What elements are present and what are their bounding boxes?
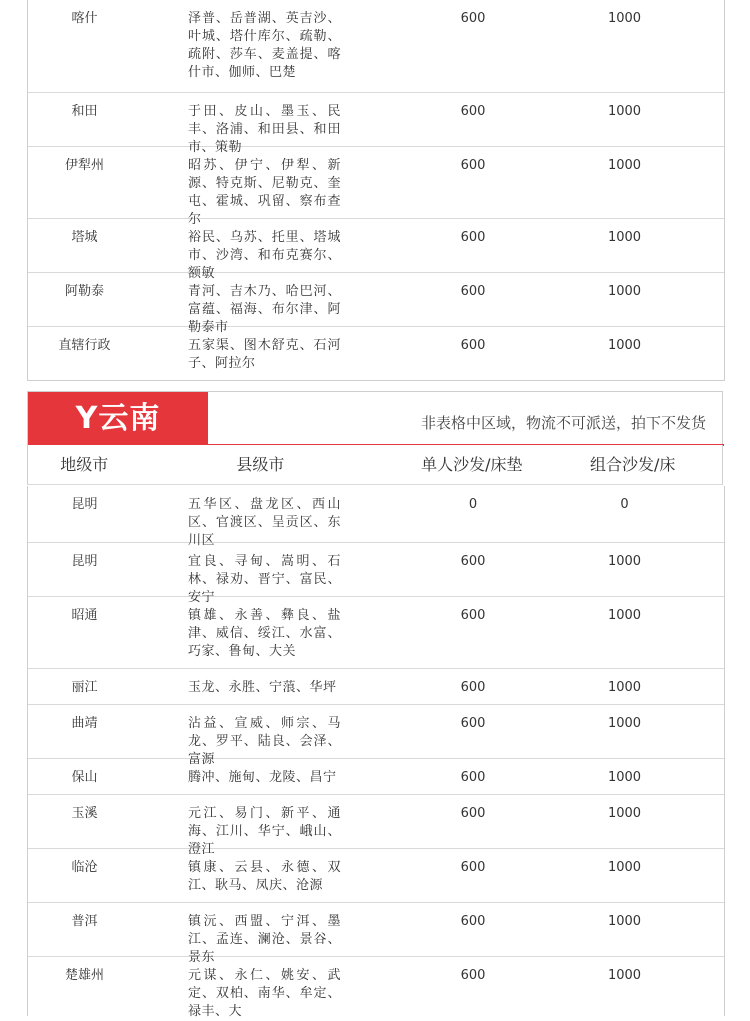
- table-row: [28, 596, 724, 668]
- single-price-cell: 0: [468, 497, 478, 512]
- single-price-cell: 600: [460, 230, 486, 245]
- county-cell: 五家渠、图木舒克、石河子、阿拉尔: [188, 338, 341, 371]
- county-cell: 青河、吉木乃、哈巴河、富蕴、福海、布尔津、阿勒泰市: [188, 284, 341, 335]
- single-price-cell: 600: [460, 716, 486, 731]
- city-cell: 临沧: [71, 860, 98, 875]
- city-cell: 伊犁州: [64, 158, 104, 173]
- table-row: [28, 542, 724, 605]
- table-row: [28, 794, 724, 857]
- single-price-cell: 600: [460, 338, 486, 353]
- combo-price-cell: 1000: [607, 914, 642, 929]
- table-row: [28, 326, 724, 380]
- county-cell: 镇沅、西盟、宁洱、墨江、孟连、澜沧、景谷、景东: [188, 914, 341, 965]
- single-price-cell: 600: [460, 11, 486, 26]
- table-row: [28, 218, 724, 281]
- city-cell: 和田: [71, 104, 98, 119]
- single-price-cell: 600: [460, 284, 486, 299]
- header-combo: 组合沙发/床: [590, 455, 676, 474]
- header-single: 单人沙发/床垫: [421, 455, 523, 474]
- city-cell: 昆明: [71, 497, 98, 512]
- combo-price-cell: 1000: [607, 104, 642, 119]
- city-cell: 保山: [71, 770, 98, 785]
- city-cell: 曲靖: [71, 716, 98, 731]
- combo-price-cell: 1000: [607, 806, 642, 821]
- section-banner: [27, 391, 723, 445]
- county-cell: 昭苏、伊宁、伊犁、新源、特克斯、尼勒克、奎屯、霍城、巩留、察布查尔: [188, 158, 341, 227]
- combo-price-cell: 1000: [607, 554, 642, 569]
- table-row: [28, 146, 724, 227]
- combo-price-cell: 1000: [607, 11, 642, 26]
- table-row: [28, 272, 724, 335]
- city-cell: 普洱: [71, 914, 98, 929]
- combo-price-cell: 1000: [607, 284, 642, 299]
- county-cell: 五华区、盘龙区、西山区、官渡区、呈贡区、东川区: [188, 497, 341, 548]
- combo-price-cell: 1000: [607, 860, 642, 875]
- combo-price-cell: 1000: [607, 770, 642, 785]
- combo-price-cell: 0: [620, 497, 629, 512]
- single-price-cell: 600: [460, 680, 486, 695]
- combo-price-cell: 1000: [607, 338, 642, 353]
- xinjiang-table: [27, 0, 725, 381]
- city-cell: 楚雄州: [64, 968, 104, 983]
- section-title: Y云南: [75, 401, 161, 436]
- table-header: [27, 445, 723, 485]
- table-row: [28, 486, 724, 548]
- city-cell: 直辖行政: [58, 338, 111, 353]
- city-cell: 塔城: [71, 230, 98, 245]
- city-cell: 昭通: [71, 608, 98, 623]
- county-cell: 宜良、寻甸、嵩明、石林、禄劝、晋宁、富民、安宁: [188, 554, 341, 605]
- county-cell: 于田、皮山、墨玉、民丰、洛浦、和田县、和田市、策勒: [188, 104, 341, 155]
- combo-price-cell: 1000: [607, 608, 642, 623]
- city-cell: 阿勒泰: [64, 284, 104, 299]
- single-price-cell: 600: [460, 770, 486, 785]
- table-row: [28, 956, 724, 1019]
- combo-price-cell: 1000: [607, 680, 642, 695]
- city-cell: 丽江: [71, 680, 98, 695]
- single-price-cell: 600: [460, 968, 486, 983]
- city-cell: 昆明: [71, 554, 98, 569]
- county-cell: 裕民、乌苏、托里、塔城市、沙湾、和布克赛尔、额敏: [188, 230, 341, 281]
- single-price-cell: 600: [460, 158, 486, 173]
- single-price-cell: 600: [460, 104, 486, 119]
- combo-price-cell: 1000: [607, 716, 642, 731]
- single-price-cell: 600: [460, 554, 486, 569]
- table-row: [28, 902, 724, 965]
- table-row: [28, 704, 724, 767]
- table-row: [28, 848, 724, 902]
- delivery-note: 非表格中区域，物流不可派送，拍下不发货: [420, 414, 706, 432]
- table-row: [28, 758, 724, 794]
- table-row: [28, 92, 724, 155]
- header-city: 地级市: [60, 455, 109, 474]
- city-cell: 玉溪: [71, 806, 98, 821]
- county-cell: 玉龙、永胜、宁蒗、华坪: [188, 680, 337, 695]
- city-cell: 喀什: [71, 11, 98, 26]
- combo-price-cell: 1000: [607, 158, 642, 173]
- county-cell: 元谋、永仁、姚安、武定、双柏、南华、牟定、禄丰、大: [188, 968, 341, 1019]
- county-cell: 泽普、岳普湖、英吉沙、叶城、塔什库尔、疏勒、疏附、莎车、麦盖提、喀什市、伽师、巴楚: [188, 11, 341, 80]
- table-row: [28, 668, 724, 704]
- single-price-cell: 600: [460, 608, 486, 623]
- single-price-cell: 600: [460, 806, 486, 821]
- table-row: [28, 0, 724, 92]
- single-price-cell: 600: [460, 860, 486, 875]
- yunnan-table: [27, 486, 725, 1019]
- single-price-cell: 600: [460, 914, 486, 929]
- county-cell: 元江、易门、新平、通海、江川、华宁、峨山、澄江: [188, 806, 341, 857]
- county-cell: 沾益、宣威、师宗、马龙、罗平、陆良、会泽、富源: [188, 716, 341, 767]
- county-cell: 腾冲、施甸、龙陵、昌宁: [188, 770, 337, 785]
- county-cell: 镇雄、永善、彝良、盐津、威信、绥江、水富、巧家、鲁甸、大关: [188, 608, 341, 659]
- combo-price-cell: 1000: [607, 968, 642, 983]
- county-cell: 镇康、云县、永德、双江、耿马、凤庆、沧源: [188, 860, 341, 893]
- combo-price-cell: 1000: [607, 230, 642, 245]
- header-county: 县级市: [236, 455, 285, 474]
